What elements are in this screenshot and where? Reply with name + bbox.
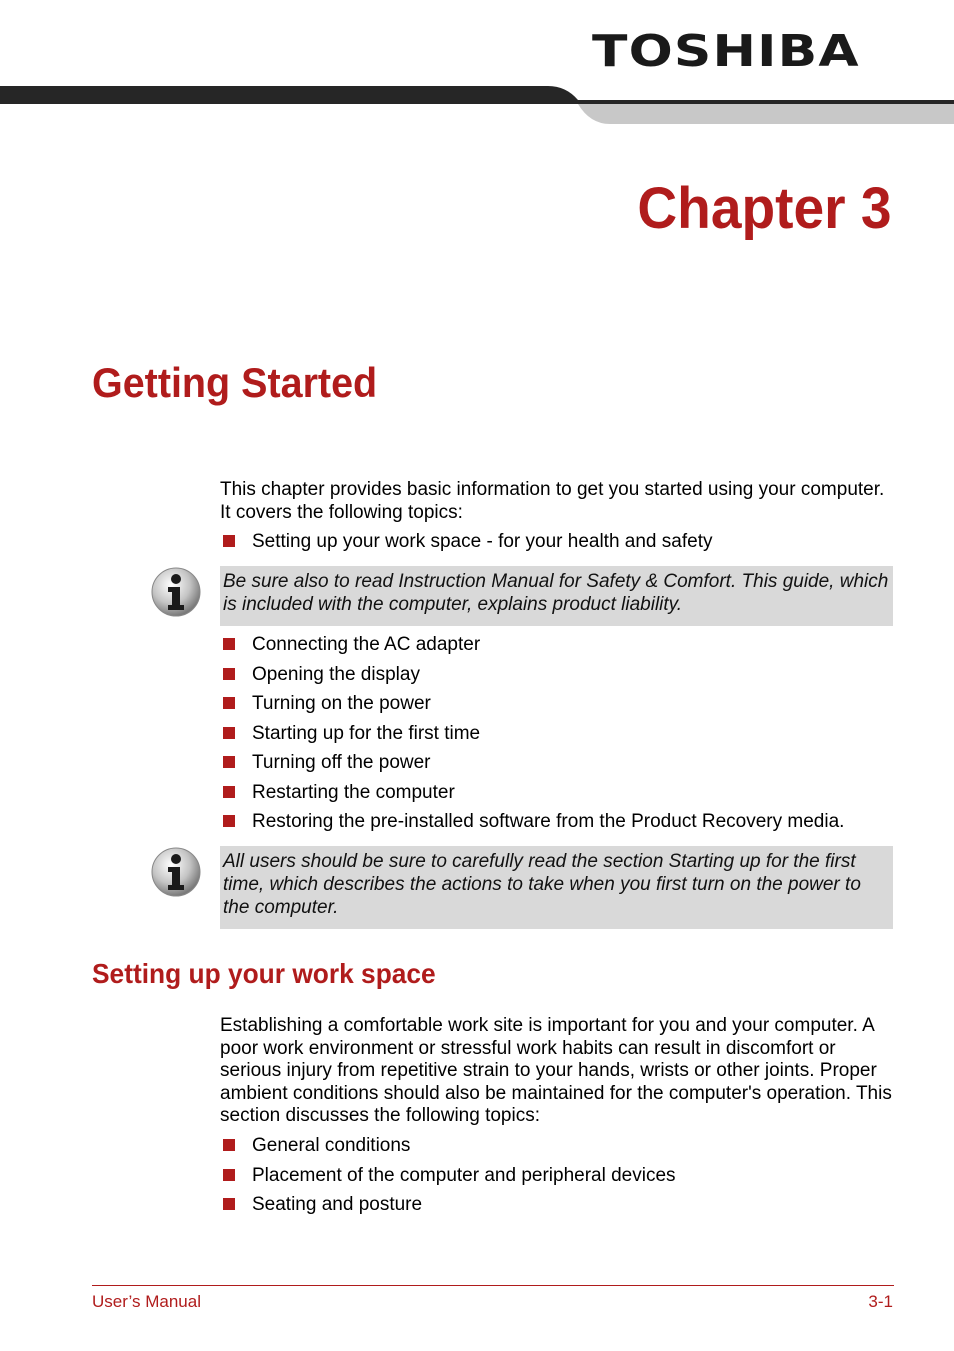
topic-list-a [220, 530, 900, 560]
bullet-square-icon [223, 756, 235, 768]
footer-manual-label: User’s Manual [92, 1292, 201, 1311]
list-item: General conditions [220, 1134, 900, 1164]
list-item: Turning off the power [220, 751, 900, 781]
section-title: Getting Started [92, 359, 378, 406]
list-item: Turning on the power [220, 692, 900, 722]
chapter-title: Chapter 3 [637, 176, 892, 241]
info-icon [150, 846, 202, 898]
bullet-square-icon [223, 535, 235, 547]
list-item: Restarting the computer [220, 781, 900, 811]
list-item: Connecting the AC adapter [220, 633, 900, 663]
bullet-square-icon [223, 815, 235, 827]
list-item: Seating and posture [220, 1193, 900, 1223]
subsection-title: Setting up your work space [92, 958, 436, 989]
list-item: Starting up for the first time [220, 722, 900, 752]
note-box: All users should be sure to carefully read the section Starting up for the first time, which describes the actions to take when you first turn on the power to the computer. [220, 846, 893, 929]
list-item: Restoring the pre-installed software from the Product Recovery media. [220, 810, 900, 840]
note-box: Be sure also to read Instruction Manual for Safety & Comfort. This guide, which is included with the computer, explains product liability. [220, 566, 893, 626]
footer-divider [92, 1285, 894, 1286]
bullet-square-icon [223, 1198, 235, 1210]
bullet-square-icon [223, 786, 235, 798]
bullet-square-icon [223, 1169, 235, 1181]
info-icon [150, 566, 202, 618]
topic-list-b [220, 633, 900, 840]
bullet-square-icon [223, 668, 235, 680]
bullet-square-icon [223, 697, 235, 709]
toshiba-logo: TOSHIBA [592, 26, 860, 77]
bullet-square-icon [223, 727, 235, 739]
topic-list-c [220, 1134, 900, 1223]
bullet-square-icon [223, 1139, 235, 1151]
intro-paragraph: This chapter provides basic information to get you started using your computer. It covers the following topics: [220, 479, 885, 523]
list-item: Placement of the computer and peripheral devices [220, 1164, 900, 1194]
subsection-paragraph: Establishing a comfortable work site is important for you and your computer. A poor work environment or stressful work habits can result in discomfort or serious injury from repetitive strain to your hands, wrists or other joints. Proper ambient conditions should also be maintained for the computer's operation. This section discusses the following topics: [220, 1015, 892, 1126]
list-item: Opening the display [220, 663, 900, 693]
list-item: Setting up your work space - for your health and safety [220, 530, 900, 560]
page-number: 3-1 [868, 1292, 893, 1311]
bullet-square-icon [223, 638, 235, 650]
header-bars [0, 84, 954, 126]
